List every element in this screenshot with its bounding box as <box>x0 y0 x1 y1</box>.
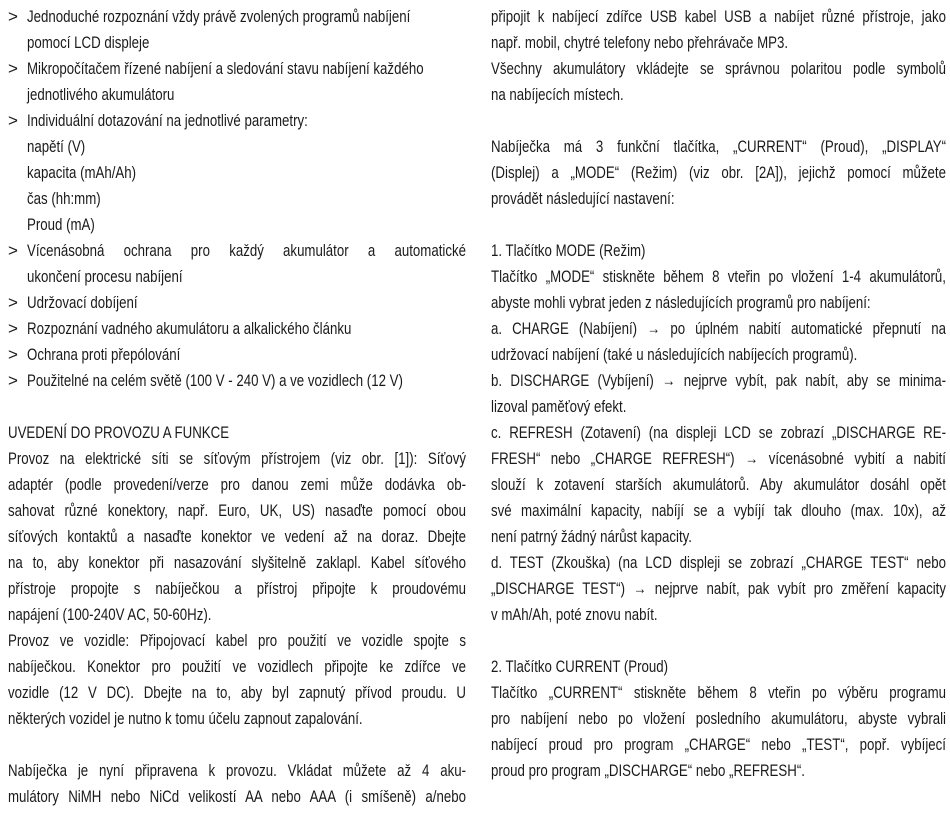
text-line <box>491 446 946 472</box>
text-line <box>491 576 946 602</box>
line-text: Ochrana proti přepólování <box>27 345 181 364</box>
line-text: a. CHARGE (Nabíjení) → po úplném nabití automatické přepnutí na <box>491 319 946 338</box>
text-line <box>8 186 466 212</box>
line-text: pomocí LCD displeje <box>27 33 150 52</box>
text-line <box>491 264 946 290</box>
bullet-item <box>8 342 466 368</box>
text-line <box>491 82 946 108</box>
line-text: čas (hh:mm) <box>27 189 101 208</box>
line-text: abyste mohli vybrat jeden z následujících programů pro nabíjení: <box>491 293 871 312</box>
line-text: nabíječkou. Konektor pro použití ve vozidlech připojte ke zdířce ve <box>8 657 466 676</box>
line-text: 1. Tlačítko MODE (Režim) <box>491 241 646 260</box>
line-text: Mikropočítačem řízené nabíjení a sledování stavu nabíjení každého <box>27 59 424 78</box>
line-text: na nabíjecích místech. <box>491 85 624 104</box>
line-text: Tlačítko „CURRENT“ stiskněte během 8 vteřin po výběru programu <box>491 683 946 702</box>
text-line <box>491 420 946 446</box>
text-line <box>491 342 946 368</box>
line-text: Všechny akumulátory vkládejte se správnou polaritou podle symbolů <box>491 59 946 78</box>
line-text: udržovací nabíjení (také u následujících nabíjecích programů). <box>491 345 858 364</box>
bullet-marker-icon: > <box>8 371 18 390</box>
text-line <box>8 212 466 238</box>
text-line <box>8 550 466 576</box>
line-text: Rozpoznání vadného akumulátoru a alkalického článku <box>27 319 352 338</box>
right-column <box>491 4 946 784</box>
line-text: UVEDENÍ DO PROVOZU A FUNKCE <box>8 423 230 442</box>
text-line <box>8 628 466 654</box>
text-line <box>8 758 466 784</box>
text-line <box>8 82 466 108</box>
bullet-item <box>8 290 466 316</box>
blank-line <box>491 108 946 134</box>
line-text <box>8 394 466 420</box>
line-text: nabíjecí proud pro program „CHARGE“ nebo „TEST“, popř. vybíjecí <box>491 735 946 754</box>
text-line <box>491 368 946 394</box>
text-line <box>8 576 466 602</box>
line-text: připojit k nabíjecí zdířce USB kabel USB a nabíjet různé přístroje, jako <box>491 7 946 26</box>
bullet-marker-icon: > <box>8 111 18 130</box>
line-text: Provoz na elektrické síti se síťovým přístrojem (viz obr. [1]): Síťový <box>8 449 466 468</box>
blank-line <box>8 732 466 758</box>
text-line <box>8 420 466 446</box>
line-text <box>8 732 466 758</box>
line-text: Vícenásobná ochrana pro každý akumulátor a automatické <box>27 241 466 260</box>
text-line <box>8 784 466 810</box>
text-line <box>491 56 946 82</box>
line-text: Provoz ve vozidle: Připojovací kabel pro použití ve vozidle spojte s <box>8 631 466 650</box>
line-text: Tlačítko „MODE“ stiskněte během 8 vteřin po vložení 1-4 akumulátorů, <box>491 267 946 286</box>
text-line <box>491 550 946 576</box>
text-line <box>8 498 466 524</box>
line-text: některých vozidel je nutno k tomu účelu zapnout zapalování. <box>8 709 363 728</box>
text-line <box>491 706 946 732</box>
line-text: lizoval paměťový efekt. <box>491 397 627 416</box>
line-text <box>491 628 946 654</box>
text-line <box>8 264 466 290</box>
text-line <box>8 602 466 628</box>
text-line <box>491 4 946 30</box>
line-text: Udržovací dobíjení <box>27 293 138 312</box>
line-text: Nabíječka má 3 funkční tlačítka, „CURRENT“ (Proud), „DISPLAY“ <box>491 137 946 156</box>
text-line <box>491 394 946 420</box>
text-line <box>491 524 946 550</box>
line-text: Nabíječka je nyní připravena k provozu. Vkládat můžete až 4 aku- <box>8 761 466 780</box>
left-column <box>8 4 466 810</box>
line-text: „DISCHARGE TEST“) → nejprve nabít, pak vybít pro změření kapacity <box>491 579 946 598</box>
line-text: pro nabíjení nebo po vložení posledního akumulátoru, abyste vybrali <box>491 709 946 728</box>
text-line <box>491 160 946 186</box>
text-line <box>491 30 946 56</box>
line-text: FRESH“ nebo „CHARGE REFRESH“) → vícenásobné vybití a nabití <box>491 449 946 468</box>
text-line <box>491 602 946 628</box>
bullet-item <box>8 56 466 82</box>
text-line <box>491 732 946 758</box>
text-line <box>8 680 466 706</box>
text-line <box>491 680 946 706</box>
line-text: Jednoduché rozpoznání vždy právě zvolených programů nabíjení <box>27 7 411 26</box>
bullet-item <box>8 368 466 394</box>
bullet-marker-icon: > <box>8 7 18 26</box>
text-line <box>491 654 946 680</box>
bullet-marker-icon: > <box>8 59 18 78</box>
line-text: kapacita (mAh/Ah) <box>27 163 137 182</box>
text-line <box>8 524 466 550</box>
text-line <box>8 472 466 498</box>
line-text: síťových kontaktů a nasaďte konektor ve vedení až na doraz. Dbejte <box>8 527 466 546</box>
line-text: c. REFRESH (Zotavení) (na displeji LCD se zobrazí „DISCHARGE RE- <box>491 423 946 442</box>
line-text: slouží k zotavení starších akumulátorů. Aby akumulátor dosáhl opět <box>491 475 946 494</box>
line-text: 2. Tlačítko CURRENT (Proud) <box>491 657 669 676</box>
line-text <box>491 212 946 238</box>
text-line <box>491 186 946 212</box>
line-text: adaptér (podle provedení/verze pro danou zemi může dodávka ob- <box>8 475 466 494</box>
line-text: Použitelné na celém světě (100 V - 240 V) a ve vozidlech (12 V) <box>27 371 403 390</box>
line-text: napájení (100-240V AC, 50-60Hz). <box>8 605 212 624</box>
bullet-marker-icon: > <box>8 241 18 260</box>
line-text: ukončení procesu nabíjení <box>27 267 183 286</box>
line-text: na to, aby konektor při nasazování slyšitelně zaklapl. Kabel síťového <box>8 553 466 572</box>
text-line <box>491 290 946 316</box>
line-text: např. mobil, chytré telefony nebo přehrávače MP3. <box>491 33 789 52</box>
line-text: vozidle (12 V DC). Dbejte na to, aby byl zapnutý přívod proudu. U <box>8 683 466 702</box>
text-line <box>8 134 466 160</box>
bullet-item <box>8 4 466 30</box>
text-line <box>491 316 946 342</box>
text-line <box>491 758 946 784</box>
line-text: proud pro program „DISCHARGE“ nebo „REFRESH“. <box>491 761 805 780</box>
text-line <box>491 238 946 264</box>
line-text: mulátory NiMH nebo NiCd velikostí AA nebo AAA (i smíšeně) a/nebo <box>8 787 466 806</box>
line-text: provádět následující nastavení: <box>491 189 675 208</box>
bullet-item <box>8 238 466 264</box>
blank-line <box>491 212 946 238</box>
bullet-item <box>8 316 466 342</box>
bullet-marker-icon: > <box>8 319 18 338</box>
line-text: Proud (mA) <box>27 215 95 234</box>
text-line <box>8 446 466 472</box>
bullet-item <box>8 108 466 134</box>
line-text: v mAh/Ah, poté znovu nabít. <box>491 605 658 624</box>
blank-line <box>491 628 946 654</box>
bullet-marker-icon: > <box>8 293 18 312</box>
bullet-marker-icon: > <box>8 345 18 364</box>
text-line <box>8 160 466 186</box>
text-line <box>8 654 466 680</box>
line-text: přístroje propojte s nabíječkou a přístroj připojte k proudovému <box>8 579 466 598</box>
text-line <box>491 134 946 160</box>
text-line <box>491 472 946 498</box>
line-text: (Displej) a „MODE“ (Režim) (viz obr. [2A]), jejichž pomocí můžete <box>491 163 946 182</box>
line-text: sahovat různé konektory, např. Euro, UK, US) nasaďte pomocí obou <box>8 501 466 520</box>
line-text: b. DISCHARGE (Vybíjení) → nejprve vybít, pak nabít, aby se minima- <box>491 371 946 390</box>
line-text: Individuální dotazování na jednotlivé parametry: <box>27 111 308 130</box>
line-text: není patrný žádný nárůst kapacity. <box>491 527 692 546</box>
text-line <box>491 498 946 524</box>
line-text <box>491 108 946 134</box>
line-text: své maximální kapacity, nabíjí se a vybíjí tak dlouho (max. 10x), až <box>491 501 946 520</box>
text-line <box>8 706 466 732</box>
line-text: napětí (V) <box>27 137 86 156</box>
line-text: d. TEST (Zkouška) (na LCD displeji se zobrazí „CHARGE TEST“ nebo <box>491 553 946 572</box>
text-line <box>8 30 466 56</box>
line-text: jednotlivého akumulátoru <box>27 85 175 104</box>
blank-line <box>8 394 466 420</box>
